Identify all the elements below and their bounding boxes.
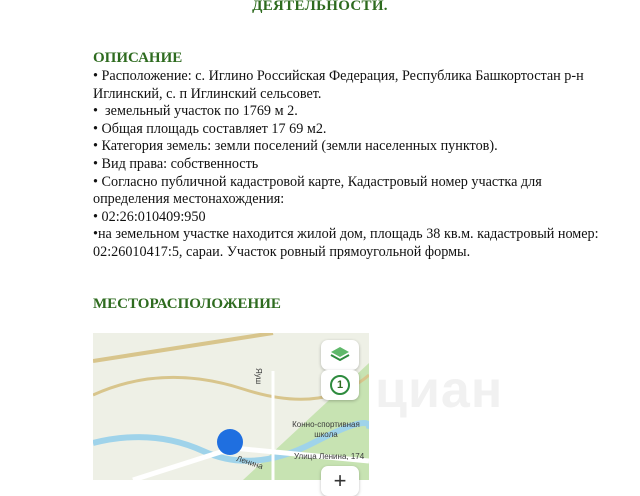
description-line-location: • Расположение: с. Иглино Российская Федерация, Республика Башкортостан р-н Иглинский, с. п Иглинский сельсовет. — [93, 68, 588, 102]
description-heading: ОПИСАНИЕ — [93, 50, 183, 66]
description-line-cadastral-note: • Согласно публичной кадастровой карте, Кадастровый номер участка для определения местонахождения: — [93, 173, 546, 208]
description-line-cadastral-number: • 02:26:010409:950 — [93, 208, 206, 225]
location-pin-icon[interactable] — [217, 429, 243, 455]
document-title: ДЕЯТЕЛЬНОСТИ. — [252, 0, 388, 14]
description-line-rights: • Вид права: собственность — [93, 155, 259, 172]
description-line-house: •на земельном участке находится жилой дом, площадь 38 кв.м. кадастровый номер: 02:26010417:5, сараи. Участок ровный прямоугольной формы. — [93, 226, 603, 260]
layers-icon — [329, 345, 351, 365]
description-body — [93, 68, 613, 262]
cian-watermark: циан — [375, 361, 504, 419]
map-label-school: Конно-спортивная школа — [292, 420, 360, 439]
description-line-area: • Общая площадь составляет 17 69 м2. — [93, 120, 327, 137]
plus-icon: + — [333, 468, 347, 493]
map-label-lenina: Ленина — [235, 454, 265, 472]
map-label-street-address: Улица Ленина, 174 — [294, 452, 365, 461]
counter-badge: 1 — [330, 375, 350, 395]
map-zoom-in-button[interactable] — [321, 466, 359, 496]
location-heading: МЕСТОРАСПОЛОЖЕНИЕ — [93, 296, 281, 312]
map-layers-button[interactable] — [321, 340, 359, 370]
description-line-category: • Категория земель: земли поселений (земли населенных пунктов). — [93, 138, 498, 155]
description-line-plot: • земельный участок по 1769 м 2. — [93, 103, 298, 120]
map-label-yaush: Яуш — [254, 368, 263, 385]
map-counter-button[interactable] — [321, 370, 359, 400]
